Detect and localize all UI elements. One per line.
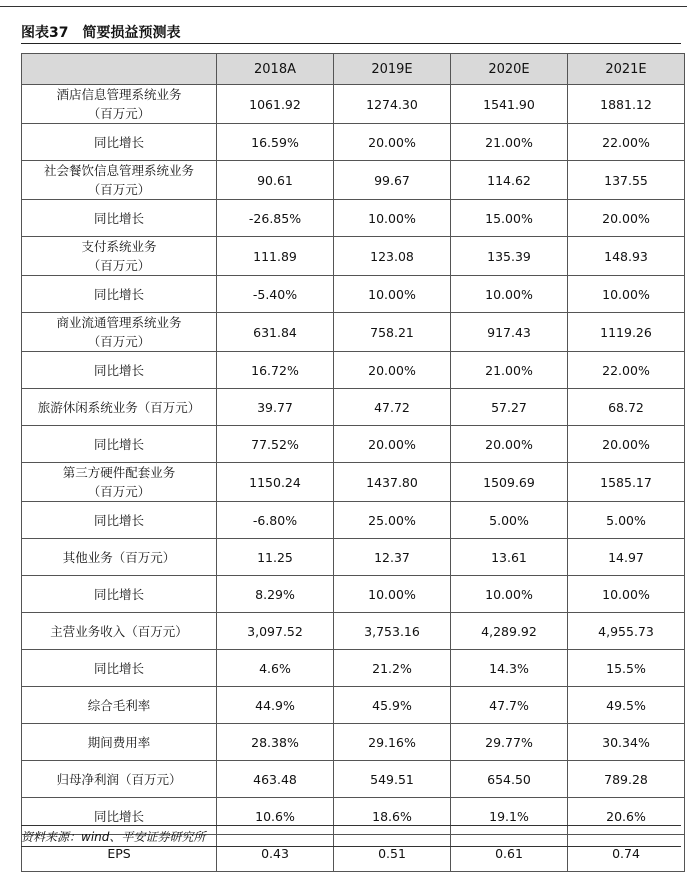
row-label-text: 同比增长 <box>93 362 144 378</box>
row-label-text: 支付系统业务 <box>81 239 157 254</box>
value-cell: 44.9% <box>217 687 334 724</box>
value-cell: 45.9% <box>334 687 451 724</box>
value-cell: 0.61 <box>451 835 568 872</box>
value-cell: 123.08 <box>334 237 451 276</box>
row-label-text: 归母净利润（百万元） <box>56 771 182 787</box>
value-cell: 30.34% <box>568 724 685 761</box>
value-cell: 137.55 <box>568 161 685 200</box>
row-label-cell <box>22 313 217 352</box>
value-cell: 654.50 <box>451 761 568 798</box>
value-cell: 3,097.52 <box>217 613 334 650</box>
row-label-cell <box>22 613 217 650</box>
table-row <box>22 161 685 200</box>
row-label-text: 商业流通管理系统业务 <box>56 315 182 330</box>
row-label-text: 旅游休闲系统业务（百万元） <box>37 399 201 415</box>
row-label-text: 同比增长 <box>93 134 144 150</box>
column-header: 2021E <box>568 54 685 85</box>
value-cell: 1274.30 <box>334 85 451 124</box>
value-cell: 22.00% <box>568 352 685 389</box>
forecast-table-container <box>21 53 685 872</box>
value-cell: 1585.17 <box>568 463 685 502</box>
value-cell: 549.51 <box>334 761 451 798</box>
row-label-text: 同比增长 <box>93 436 144 452</box>
value-cell: -6.80% <box>217 502 334 539</box>
table-row <box>22 613 685 650</box>
table-row <box>22 463 685 502</box>
value-cell: -26.85% <box>217 200 334 237</box>
value-cell: 20.00% <box>568 200 685 237</box>
value-cell: 15.00% <box>451 200 568 237</box>
column-header: 2019E <box>334 54 451 85</box>
value-cell: 20.00% <box>451 426 568 463</box>
table-row <box>22 576 685 613</box>
value-cell: 29.77% <box>451 724 568 761</box>
value-cell: 77.52% <box>217 426 334 463</box>
value-cell: 3,753.16 <box>334 613 451 650</box>
value-cell: 10.00% <box>451 276 568 313</box>
value-cell: 10.00% <box>451 576 568 613</box>
table-header <box>22 54 685 85</box>
value-cell: 1150.24 <box>217 463 334 502</box>
value-cell: 47.7% <box>451 687 568 724</box>
value-cell: 20.00% <box>334 426 451 463</box>
table-row <box>22 85 685 124</box>
value-cell: -5.40% <box>217 276 334 313</box>
value-cell: 5.00% <box>568 502 685 539</box>
header-corner-cell <box>22 54 217 85</box>
value-cell: 463.48 <box>217 761 334 798</box>
value-cell: 631.84 <box>217 313 334 352</box>
table-body <box>22 85 685 872</box>
row-label-text: 同比增长 <box>93 512 144 528</box>
value-cell: 21.00% <box>451 124 568 161</box>
table-row <box>22 539 685 576</box>
row-label-cell <box>22 724 217 761</box>
table-row <box>22 389 685 426</box>
value-cell: 1437.80 <box>334 463 451 502</box>
row-label-cell <box>22 761 217 798</box>
value-cell: 12.37 <box>334 539 451 576</box>
value-cell: 20.00% <box>334 352 451 389</box>
row-label-text: EPS <box>107 845 131 861</box>
table-row <box>22 276 685 313</box>
value-cell: 10.00% <box>334 200 451 237</box>
row-label-cell <box>22 539 217 576</box>
value-cell: 20.00% <box>568 426 685 463</box>
row-label-text: 同比增长 <box>93 660 144 676</box>
value-cell: 22.00% <box>568 124 685 161</box>
value-cell: 20.00% <box>334 124 451 161</box>
table-row <box>22 124 685 161</box>
row-label-text: 综合毛利率 <box>87 697 151 713</box>
row-label-text: 主营业务收入（百万元） <box>50 623 188 639</box>
row-label-cell <box>22 463 217 502</box>
value-cell: 90.61 <box>217 161 334 200</box>
row-label-cell <box>22 576 217 613</box>
row-label-text: 酒店信息管理系统业务 <box>56 87 182 102</box>
value-cell: 10.00% <box>568 576 685 613</box>
table-row <box>22 237 685 276</box>
value-cell: 917.43 <box>451 313 568 352</box>
value-cell: 1061.92 <box>217 85 334 124</box>
table-row <box>22 313 685 352</box>
value-cell: 111.89 <box>217 237 334 276</box>
column-header: 2018A <box>217 54 334 85</box>
value-cell: 14.3% <box>451 650 568 687</box>
top-rule <box>0 6 687 7</box>
value-cell: 19.1% <box>451 798 568 835</box>
row-label-cell <box>22 352 217 389</box>
table-row <box>22 502 685 539</box>
row-label-cell <box>22 650 217 687</box>
figure-number: 图表37 <box>21 25 69 41</box>
value-cell: 68.72 <box>568 389 685 426</box>
row-label-text: （百万元） <box>87 258 151 273</box>
value-cell: 18.6% <box>334 798 451 835</box>
row-label-cell <box>22 426 217 463</box>
value-cell: 4,955.73 <box>568 613 685 650</box>
value-cell: 114.62 <box>451 161 568 200</box>
table-row <box>22 687 685 724</box>
row-label-cell <box>22 161 217 200</box>
row-label-cell <box>22 237 217 276</box>
value-cell: 8.29% <box>217 576 334 613</box>
row-label-cell <box>22 502 217 539</box>
column-header: 2020E <box>451 54 568 85</box>
value-cell: 25.00% <box>334 502 451 539</box>
value-cell: 11.25 <box>217 539 334 576</box>
row-label-text: 第三方硬件配套业务 <box>62 465 176 480</box>
value-cell: 1541.90 <box>451 85 568 124</box>
value-cell: 0.51 <box>334 835 451 872</box>
value-cell: 4,289.92 <box>451 613 568 650</box>
value-cell: 148.93 <box>568 237 685 276</box>
value-cell: 758.21 <box>334 313 451 352</box>
table-row <box>22 650 685 687</box>
value-cell: 4.6% <box>217 650 334 687</box>
header-row <box>22 54 685 85</box>
value-cell: 10.00% <box>334 576 451 613</box>
value-cell: 99.67 <box>334 161 451 200</box>
value-cell: 135.39 <box>451 237 568 276</box>
row-label-cell <box>22 687 217 724</box>
row-label-text: （百万元） <box>87 334 151 349</box>
row-label-text: 同比增长 <box>93 586 144 602</box>
value-cell: 1509.69 <box>451 463 568 502</box>
value-cell: 29.16% <box>334 724 451 761</box>
forecast-table <box>21 53 685 872</box>
value-cell: 16.72% <box>217 352 334 389</box>
value-cell: 16.59% <box>217 124 334 161</box>
value-cell: 13.61 <box>451 539 568 576</box>
value-cell: 1881.12 <box>568 85 685 124</box>
value-cell: 0.43 <box>217 835 334 872</box>
value-cell: 21.2% <box>334 650 451 687</box>
value-cell: 28.38% <box>217 724 334 761</box>
row-label-text: 同比增长 <box>93 286 144 302</box>
value-cell: 10.6% <box>217 798 334 835</box>
value-cell: 10.00% <box>334 276 451 313</box>
table-row <box>22 352 685 389</box>
source-note: 资料来源：wind、平安证券研究所 <box>21 825 681 847</box>
row-label-text: 同比增长 <box>93 210 144 226</box>
value-cell: 15.5% <box>568 650 685 687</box>
value-cell: 14.97 <box>568 539 685 576</box>
value-cell: 789.28 <box>568 761 685 798</box>
row-label-text: 同比增长 <box>93 808 144 824</box>
table-row <box>22 761 685 798</box>
row-label-cell <box>22 276 217 313</box>
table-row <box>22 724 685 761</box>
value-cell: 49.5% <box>568 687 685 724</box>
value-cell: 20.6% <box>568 798 685 835</box>
table-row <box>22 200 685 237</box>
row-label-cell <box>22 200 217 237</box>
value-cell: 47.72 <box>334 389 451 426</box>
row-label-text: 期间费用率 <box>87 734 151 750</box>
row-label-cell <box>22 85 217 124</box>
value-cell: 57.27 <box>451 389 568 426</box>
figure-title: 简要损益预测表 <box>82 25 181 41</box>
table-row <box>22 426 685 463</box>
row-label-text: （百万元） <box>87 106 151 121</box>
value-cell: 21.00% <box>451 352 568 389</box>
value-cell: 10.00% <box>568 276 685 313</box>
row-label-cell <box>22 124 217 161</box>
row-label-text: （百万元） <box>87 484 151 499</box>
row-label-text: 社会餐饮信息管理系统业务 <box>43 163 194 178</box>
figure-title-bar <box>21 21 681 44</box>
row-label-cell <box>22 389 217 426</box>
value-cell: 39.77 <box>217 389 334 426</box>
row-label-text: （百万元） <box>87 182 151 197</box>
value-cell: 0.74 <box>568 835 685 872</box>
value-cell: 1119.26 <box>568 313 685 352</box>
row-label-text: 其他业务（百万元） <box>62 549 176 565</box>
value-cell: 5.00% <box>451 502 568 539</box>
